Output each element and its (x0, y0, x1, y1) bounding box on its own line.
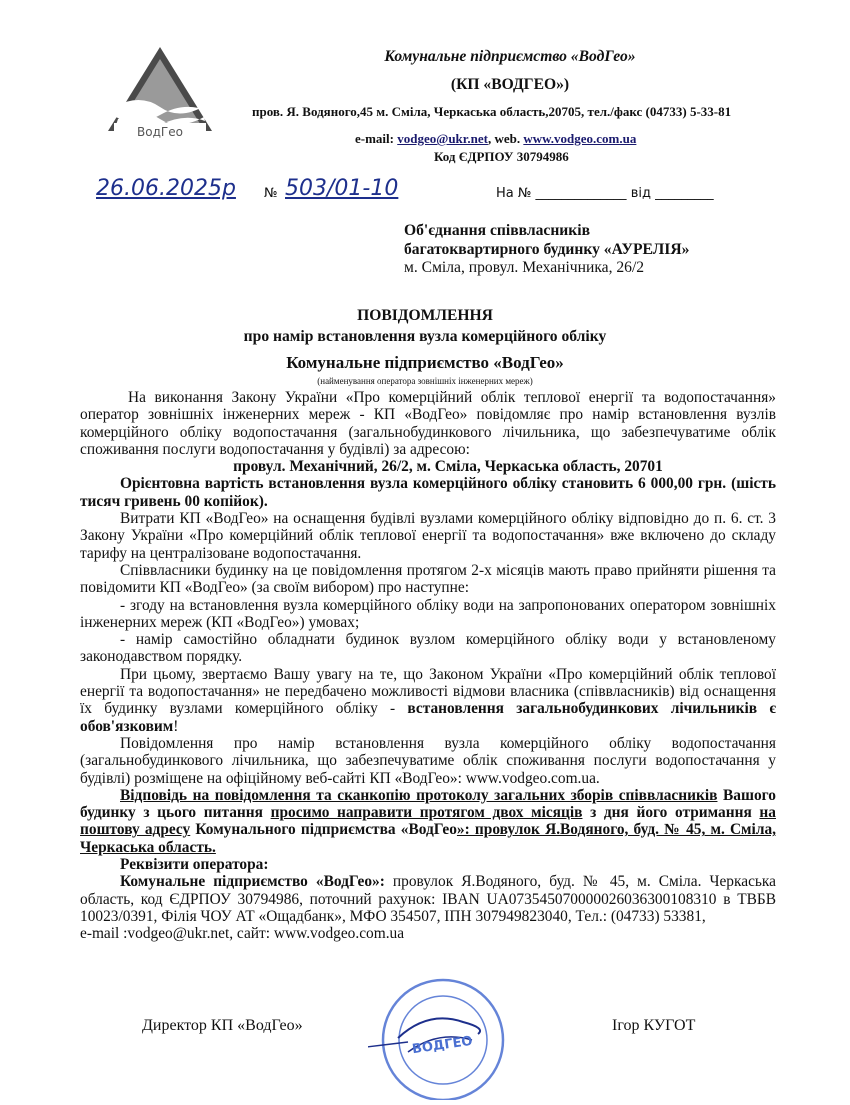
reply-date-line: _________ (655, 186, 714, 201)
object-address: провул. Механічний, 26/2, м. Сміла, Черкаська область, 20701 (233, 458, 663, 476)
notice-subtitle: про намір встановлення вузла комерційного обліку (243, 328, 607, 345)
contact-line: e-mail: vodgeo@ukr.net, web. www.vodgeo.com.ua (355, 131, 637, 146)
mandatory-emphasis: встановлення загальнобудинкових лічильників є обов'язковим (80, 700, 776, 735)
reply-number-line: ______________ (535, 186, 627, 201)
logo (100, 45, 220, 145)
handwritten-number: 503/01-10 (285, 176, 399, 201)
handwritten-date: 26.06.2025р (96, 176, 236, 201)
web-label: web. (494, 131, 521, 146)
notice-title: ПОВІДОМЛЕННЯ (357, 307, 493, 324)
operator-note: (найменування оператора зовнішніх інженерних мереж) (317, 376, 533, 386)
logo-caption: ВодГео (137, 125, 183, 139)
org-name: Комунальне підприємство «ВодГео» (384, 48, 636, 65)
requisites-label: Реквізити оператора: (120, 856, 269, 874)
org-short: (КП «ВОДГЕО») (450, 76, 570, 93)
body-text (80, 389, 776, 943)
email-link[interactable]: vodgeo@ukr.net (397, 131, 488, 146)
cost-paragraph: Орієнтовна вартість встановлення вузла комерційного обліку становить 6 000,00 грн. (шість тисяч гривень 00 копійок). (80, 475, 776, 510)
edrpou-code: Код ЄДРПОУ 30794986 (434, 149, 569, 164)
paragraph-costs: Витрати КП «ВодГео» на оснащення будівлі вузлами комерційного обліку відповідно до п. 6. ст. 3 Закону України «Про комерційний облік теплової енергії та водопостачання» вже включено до складу тарифу на централізоване водопостачання. (80, 510, 776, 562)
director-position: Директор КП «ВодГео» (142, 1017, 303, 1034)
operator-name: Комунальне підприємство «ВодГео» (286, 353, 564, 372)
address-line: пров. Я. Водяного,45 м. Сміла, Черкаська область,20705, тел./факс (04733) 5-33-81 (252, 104, 732, 119)
addressee-line-2: багатоквартирного будинку «АУРЕЛІЯ» (404, 241, 690, 258)
stamp-text: ВОДГЕО (411, 1033, 474, 1058)
paragraph-intro: На виконання Закону України «Про комерційний облік теплової енергії та водопостачання» оператор зовнішніх інженерних мереж - КП «ВодГео» повідомляє про намір встановлення вузлів комерційного обліку водопостачання (загальнобудинкового лічильника, що забезпечуватиме облік споживання послуги водопостачання у будівлі) за адресою: (80, 389, 776, 458)
requisites-text: Комунальне підприємство «ВодГео»: провулок Я.Водяного, буд. № 45, м. Сміла. Черкаська область, код ЄДРПОУ 30794986, поточний рахунок: IBAN UA073545070000026036300108310 в ТВБВ 10023/0391, Філія ЧОУ АТ «Ощадбанк», МФО 354507, ІПН 307949823040, Тел.: (04733) 53381, (80, 873, 776, 925)
reply-ref (496, 186, 714, 201)
paragraph-response: Відповідь на повідомлення та сканкопію протоколу загальних зборів співвласників Вашого будинку з цього питання просимо направити протягом двох місяців з дня його отримання на поштову адресу Комунального підприємства «ВодГео»: провулок Я.Водяного, буд. № 45, м. Сміла, Черкаська область. (80, 786, 776, 856)
paragraph-website: Повідомлення про намір встановлення вузла комерційного обліку водопостачання (загальнобудинкового лічильника, що забезпечуватиме облік споживання послуги водопостачання у будівлі) розміщене на офіційному веб-сайті КП «ВодГео»: www.vodgeo.com.ua. (80, 734, 776, 787)
requisites-org: Комунальне підприємство «ВодГео»: (120, 873, 385, 891)
paragraph-rights: Співвласники будинку на це повідомлення протягом 2-х місяців мають право прийняти рішення та повідомити КП «ВодГео» (за своїм вибором) про наступне: (80, 561, 776, 597)
number-label: № (264, 186, 278, 201)
email-label: e-mail: (355, 131, 394, 146)
director-name: Ігор КУГОТ (612, 1017, 696, 1034)
list-item-consent: - згоду на встановлення вузла комерційного обліку води на запропонованих оператором зовнішніх інженерних мереж (КП «ВодГео») умовах; (80, 596, 776, 631)
official-stamp (368, 970, 518, 1100)
addressee-line-3: м. Сміла, провул. Механічника, 26/2 (404, 259, 645, 276)
reply-date-label: від (630, 186, 651, 201)
addressee-line-1: Об'єднання співвласників (404, 222, 591, 239)
list-item-self-install: - намір самостійно обладнати будинок вузлом комерційного обліку води у встановленому законодавством порядку. (80, 631, 776, 666)
stamp-seal-icon (368, 970, 518, 1100)
web-link[interactable]: www.vodgeo.com.ua (523, 131, 637, 146)
requisites-contacts: e-mail :vodgeo@ukr.net, сайт: www.vodgeo.com.ua (80, 925, 405, 943)
paragraph-mandatory: При цьому, звертаємо Вашу увагу на те, що Законом України «Про комерційний облік теплової енергії та водопостачання» не передбачено можливості відмови власника (співвласників) від оснащення їх будинку вузлами комерційного обліку - встановлення загальнобудинкових лічильників є обов'язковим! (80, 665, 776, 735)
reply-label: На № (496, 186, 532, 201)
